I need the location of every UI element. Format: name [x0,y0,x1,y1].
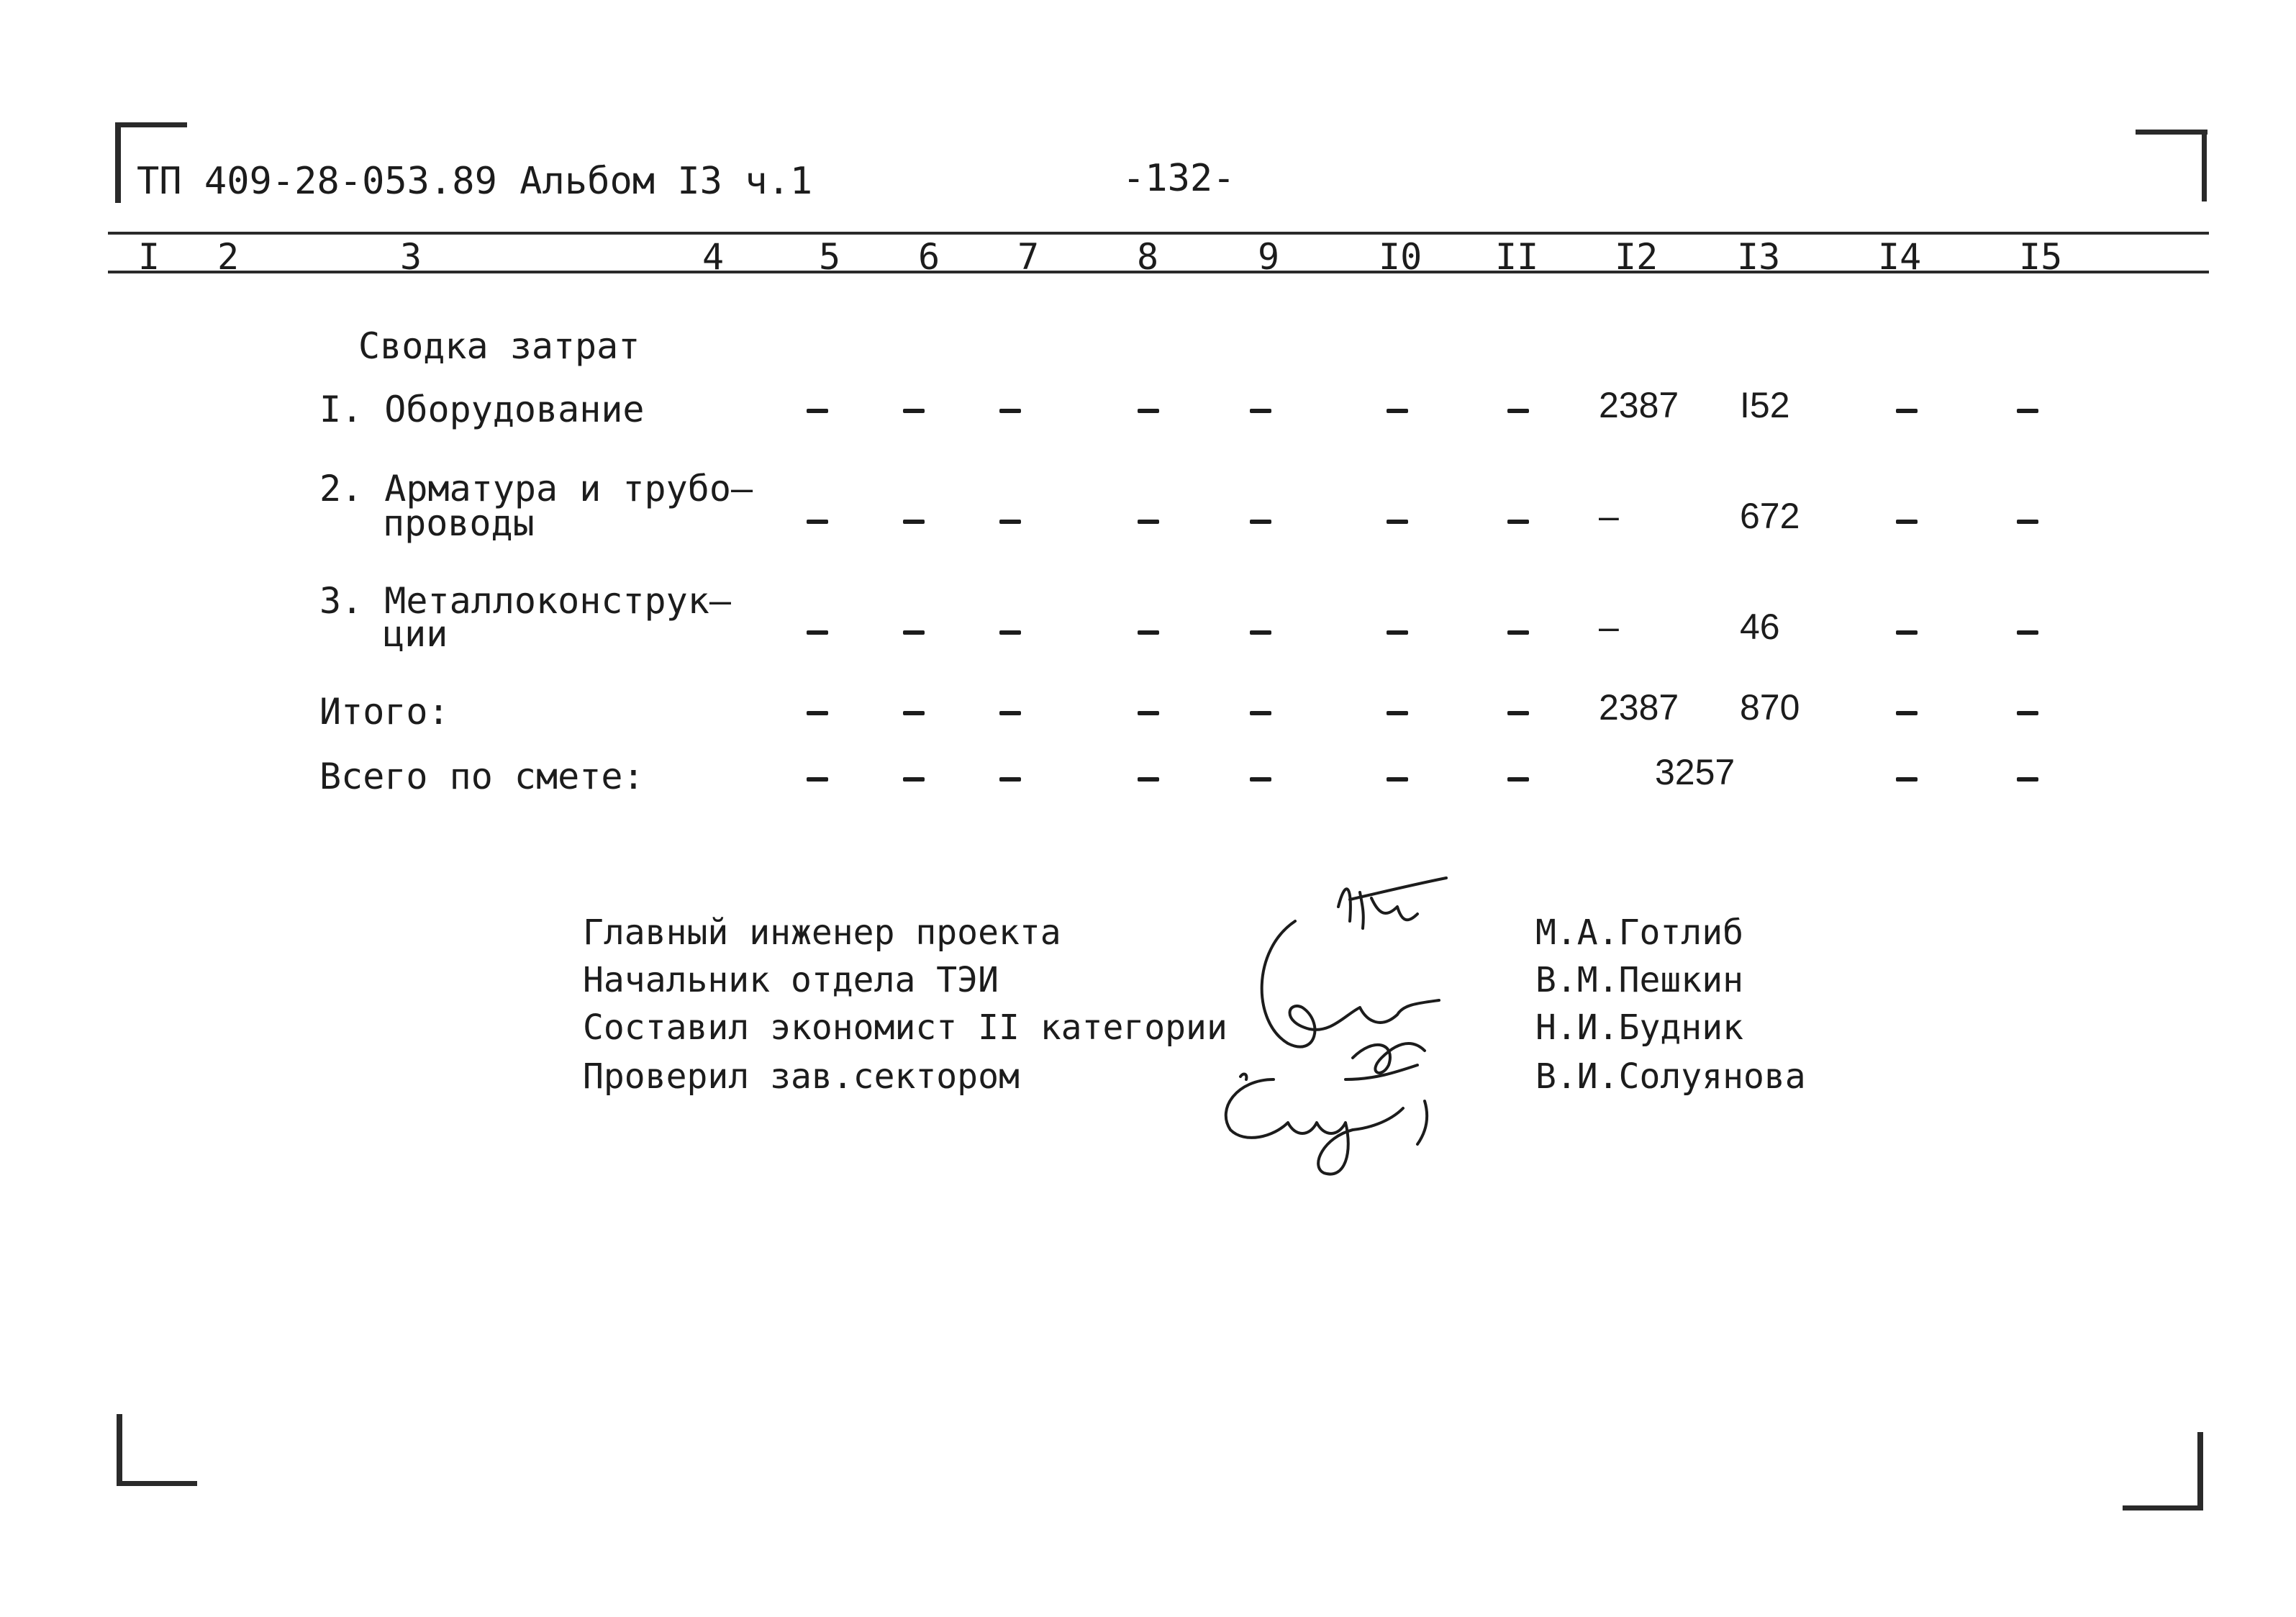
empty-cell-dash [1138,520,1159,524]
empty-cell-dash [1138,630,1159,635]
frame-corner-bottom-left [117,1481,197,1486]
column-number: 2 [217,236,240,278]
signature-role: Составил экономист II категории [583,1007,1228,1048]
empty-cell-dash [1507,630,1529,635]
signature-name: В.И.Солуянова [1535,1056,1806,1097]
signature-name: Н.И.Будник [1535,1007,1743,1048]
column-number: 6 [918,236,940,278]
empty-cell-dash [1387,777,1408,782]
empty-cell-dash [2017,409,2038,413]
empty-cell-dash [1507,777,1529,782]
signature-name: М.А.Готлиб [1535,912,1743,953]
frame-corner-top-right [2202,130,2207,201]
column-number: I3 [1737,236,1781,278]
empty-cell-dash [1387,711,1408,715]
empty-cell-dash [999,630,1021,635]
frame-corner-bottom-right [2123,1505,2203,1510]
empty-cell-dash [2017,777,2038,782]
empty-cell-dash [1896,630,1918,635]
frame-corner-top-right [2136,130,2207,135]
row-label-continued: ции [383,613,448,655]
empty-cell-dash [1507,520,1529,524]
empty-cell-dash [1138,409,1159,413]
signature-role: Главный инженер проекта [583,912,1061,953]
empty-cell-dash [903,520,925,524]
empty-cell-dash [2017,711,2038,715]
empty-cell-dash [1138,711,1159,715]
frame-corner-top-left [115,122,187,127]
cell-col12: – [1599,607,1619,647]
handwritten-signatures [1209,864,1497,1180]
column-number: 4 [702,236,725,278]
cell-col13: 46 [1740,607,1780,647]
column-number: 8 [1137,236,1159,278]
page-number: -132- [1122,157,1235,200]
empty-cell-dash [807,630,828,635]
row-label-continued: проводы [383,502,535,544]
empty-cell-dash [999,777,1021,782]
empty-cell-dash [2017,630,2038,635]
header-rule-top [108,232,2209,235]
cell-col12: 2387 [1599,687,1679,728]
column-number: 7 [1017,236,1040,278]
frame-corner-bottom-left [117,1414,122,1486]
empty-cell-dash [1250,777,1271,782]
empty-cell-dash [903,777,925,782]
column-number: II [1495,236,1539,278]
empty-cell-dash [807,777,828,782]
column-number: 3 [400,236,422,278]
signature-role: Начальник отдела ТЭИ [583,960,999,1000]
empty-cell-dash [1250,711,1271,715]
empty-cell-dash [1507,409,1529,413]
empty-cell-dash [1896,520,1918,524]
empty-cell-dash [1387,630,1408,635]
column-number: I0 [1379,236,1422,278]
column-number: I [138,236,160,278]
row-label: 2. Арматура и трубо– [319,468,753,509]
column-number: 5 [819,236,841,278]
column-number: I4 [1878,236,1922,278]
empty-cell-dash [1896,711,1918,715]
cell-col12: 2387 [1599,385,1679,425]
frame-corner-top-left [115,122,121,203]
empty-cell-dash [2017,520,2038,524]
empty-cell-dash [1896,409,1918,413]
summary-title: Сводка затрат [358,325,640,367]
empty-cell-dash [999,520,1021,524]
empty-cell-dash [1250,409,1271,413]
document-reference: ТП 409-28-053.89 Альбом I3 ч.1 [137,160,813,203]
empty-cell-dash [807,520,828,524]
empty-cell-dash [1250,520,1271,524]
column-number: 9 [1258,236,1280,278]
empty-cell-dash [999,711,1021,715]
signature-role: Проверил зав.сектором [583,1056,1020,1097]
empty-cell-dash [1387,520,1408,524]
empty-cell-dash [1387,409,1408,413]
signature-name: В.М.Пешкин [1535,960,1743,1000]
frame-corner-bottom-right [2197,1432,2203,1510]
cell-col13: 870 [1740,687,1800,728]
cell-col13: 672 [1740,496,1800,536]
column-number: I2 [1615,236,1659,278]
empty-cell-dash [903,409,925,413]
empty-cell-dash [903,630,925,635]
empty-cell-dash [903,711,925,715]
cell-col13: I52 [1740,385,1790,425]
empty-cell-dash [807,409,828,413]
empty-cell-dash [999,409,1021,413]
subtotal-label: Итого: [319,691,450,733]
empty-cell-dash [807,711,828,715]
empty-cell-dash [1896,777,1918,782]
row-label: 3. Металлоконструк– [319,580,731,622]
empty-cell-dash [1250,630,1271,635]
column-number: I5 [2019,236,2063,278]
empty-cell-dash [1507,711,1529,715]
empty-cell-dash [1138,777,1159,782]
grand-total-value: 3257 [1655,752,1735,792]
row-label: I. Оборудование [319,389,645,430]
cell-col12: – [1599,496,1619,536]
grand-total-label: Всего по смете: [319,756,645,797]
